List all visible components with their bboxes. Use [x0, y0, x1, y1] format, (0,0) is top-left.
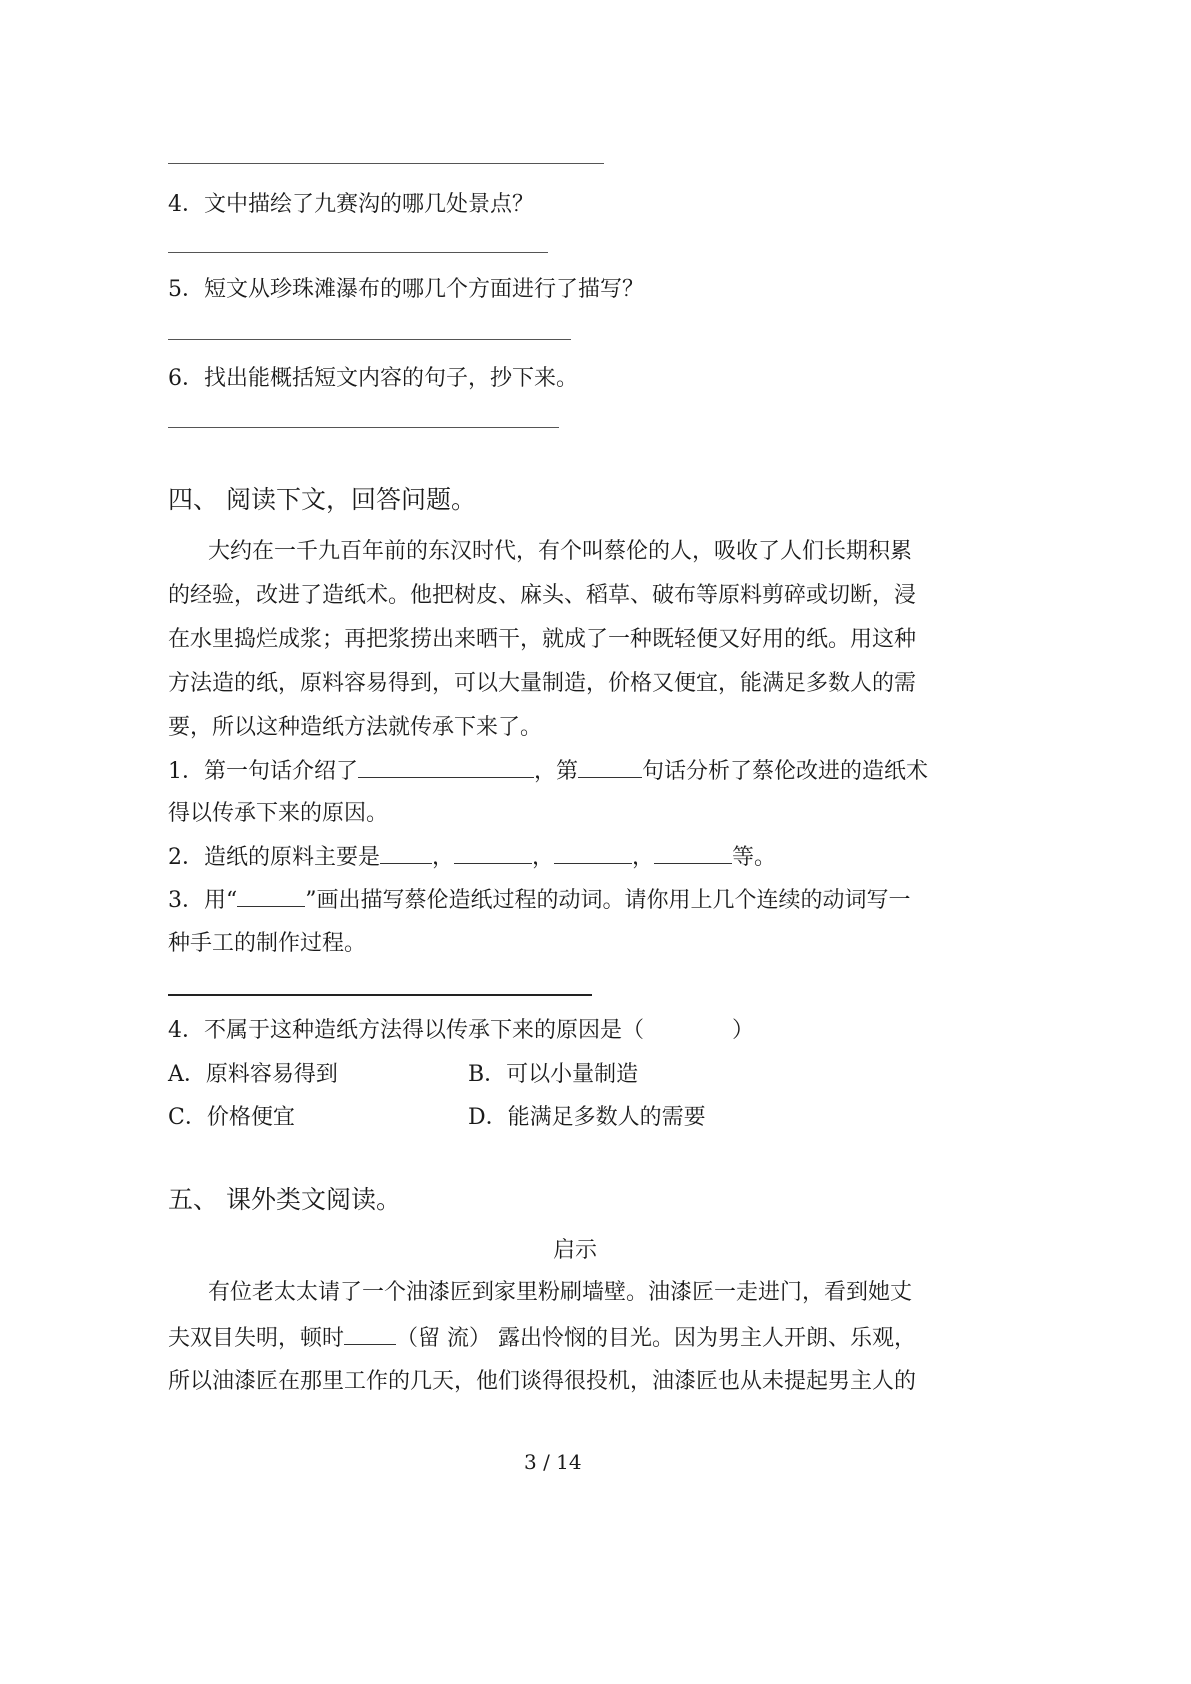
answer-line — [168, 994, 592, 996]
section-4-heading: 四、 阅读下文，回答问题。 — [168, 485, 476, 514]
fill-blank[interactable] — [554, 839, 632, 864]
option-c[interactable]: C．价格便宜 — [168, 1105, 295, 1130]
answer-line — [168, 252, 548, 253]
page-number: 3 / 14 — [524, 1450, 582, 1474]
passage-line: 要，所以这种造纸方法就传承下来了。 — [168, 715, 543, 740]
fill-blank[interactable] — [454, 839, 532, 864]
comma: ， — [532, 845, 555, 870]
question-1-text: ，第 — [534, 759, 579, 784]
comma: ， — [432, 845, 455, 870]
passage-line: 方法造的纸，原料容易得到，可以大量制造，价格又便宜，能满足多数人的需 — [168, 671, 917, 696]
comma: ， — [632, 845, 655, 870]
question-3-line2: 种手工的制作过程。 — [168, 931, 367, 956]
fill-blank[interactable] — [344, 1320, 396, 1345]
option-d[interactable]: D．能满足多数人的需要 — [468, 1105, 706, 1130]
question-1-text: 句话分析了蔡伦改进的造纸术 — [642, 759, 929, 784]
story-text: 夫双目失明，顿时 — [168, 1326, 345, 1351]
answer-line — [168, 427, 559, 428]
story-line: 有位老太太请了一个油漆匠到家里粉刷墙壁。油漆匠一走进门，看到她丈 — [208, 1280, 913, 1305]
question-6: 6．找出能概括短文内容的句子，抄下来。 — [168, 366, 578, 391]
fill-blank[interactable] — [358, 753, 534, 778]
question-2-text: 等。 — [732, 845, 777, 870]
question-2 — [168, 839, 776, 871]
story-text: （留 流） 露出怜悯的目光。因为男主人开朗、乐观， — [396, 1326, 917, 1351]
passage-line: 在水里捣烂成浆；再把浆捞出来晒干，就成了一种既轻便又好用的纸。用这种 — [168, 627, 917, 652]
answer-line — [168, 339, 571, 340]
passage-line: 大约在一千九百年前的东汉时代，有个叫蔡伦的人，吸收了人们长期积累 — [208, 539, 913, 564]
option-b[interactable]: B．可以小量制造 — [468, 1062, 639, 1087]
question-4: 4．文中描绘了九赛沟的哪几处景点？ — [168, 192, 534, 217]
question-3-text: ”画出描写蔡伦造纸过程的动词。请你用上几个连续的动词写一 — [305, 888, 911, 913]
story-line: 所以油漆匠在那里工作的几天，他们谈得很投机，油漆匠也从未提起男主人的 — [168, 1369, 917, 1394]
question-4-choice: 4．不属于这种造纸方法得以传承下来的原因是（ ） — [168, 1018, 754, 1043]
story-title: 启示 — [553, 1238, 598, 1263]
fill-blank[interactable] — [654, 839, 732, 864]
passage-line: 的经验，改进了造纸术。他把树皮、麻头、稻草、破布等原料剪碎或切断，浸 — [168, 583, 917, 608]
question-3-text: 3．用“ — [168, 888, 238, 913]
question-1 — [168, 753, 928, 785]
question-3 — [168, 882, 911, 914]
fill-blank — [237, 882, 305, 907]
fill-blank[interactable] — [578, 753, 642, 778]
question-1-text: 1．第一句话介绍了 — [168, 759, 358, 784]
question-5: 5．短文从珍珠滩瀑布的哪几个方面进行了描写？ — [168, 277, 644, 302]
section-5-heading: 五、 课外类文阅读。 — [168, 1185, 401, 1214]
answer-line — [168, 163, 604, 164]
option-a[interactable]: A．原料容易得到 — [168, 1062, 338, 1087]
question-1-line2: 得以传承下来的原因。 — [168, 801, 389, 826]
fill-blank[interactable] — [380, 839, 432, 864]
question-2-text: 2．造纸的原料主要是 — [168, 845, 380, 870]
story-line — [168, 1320, 916, 1352]
